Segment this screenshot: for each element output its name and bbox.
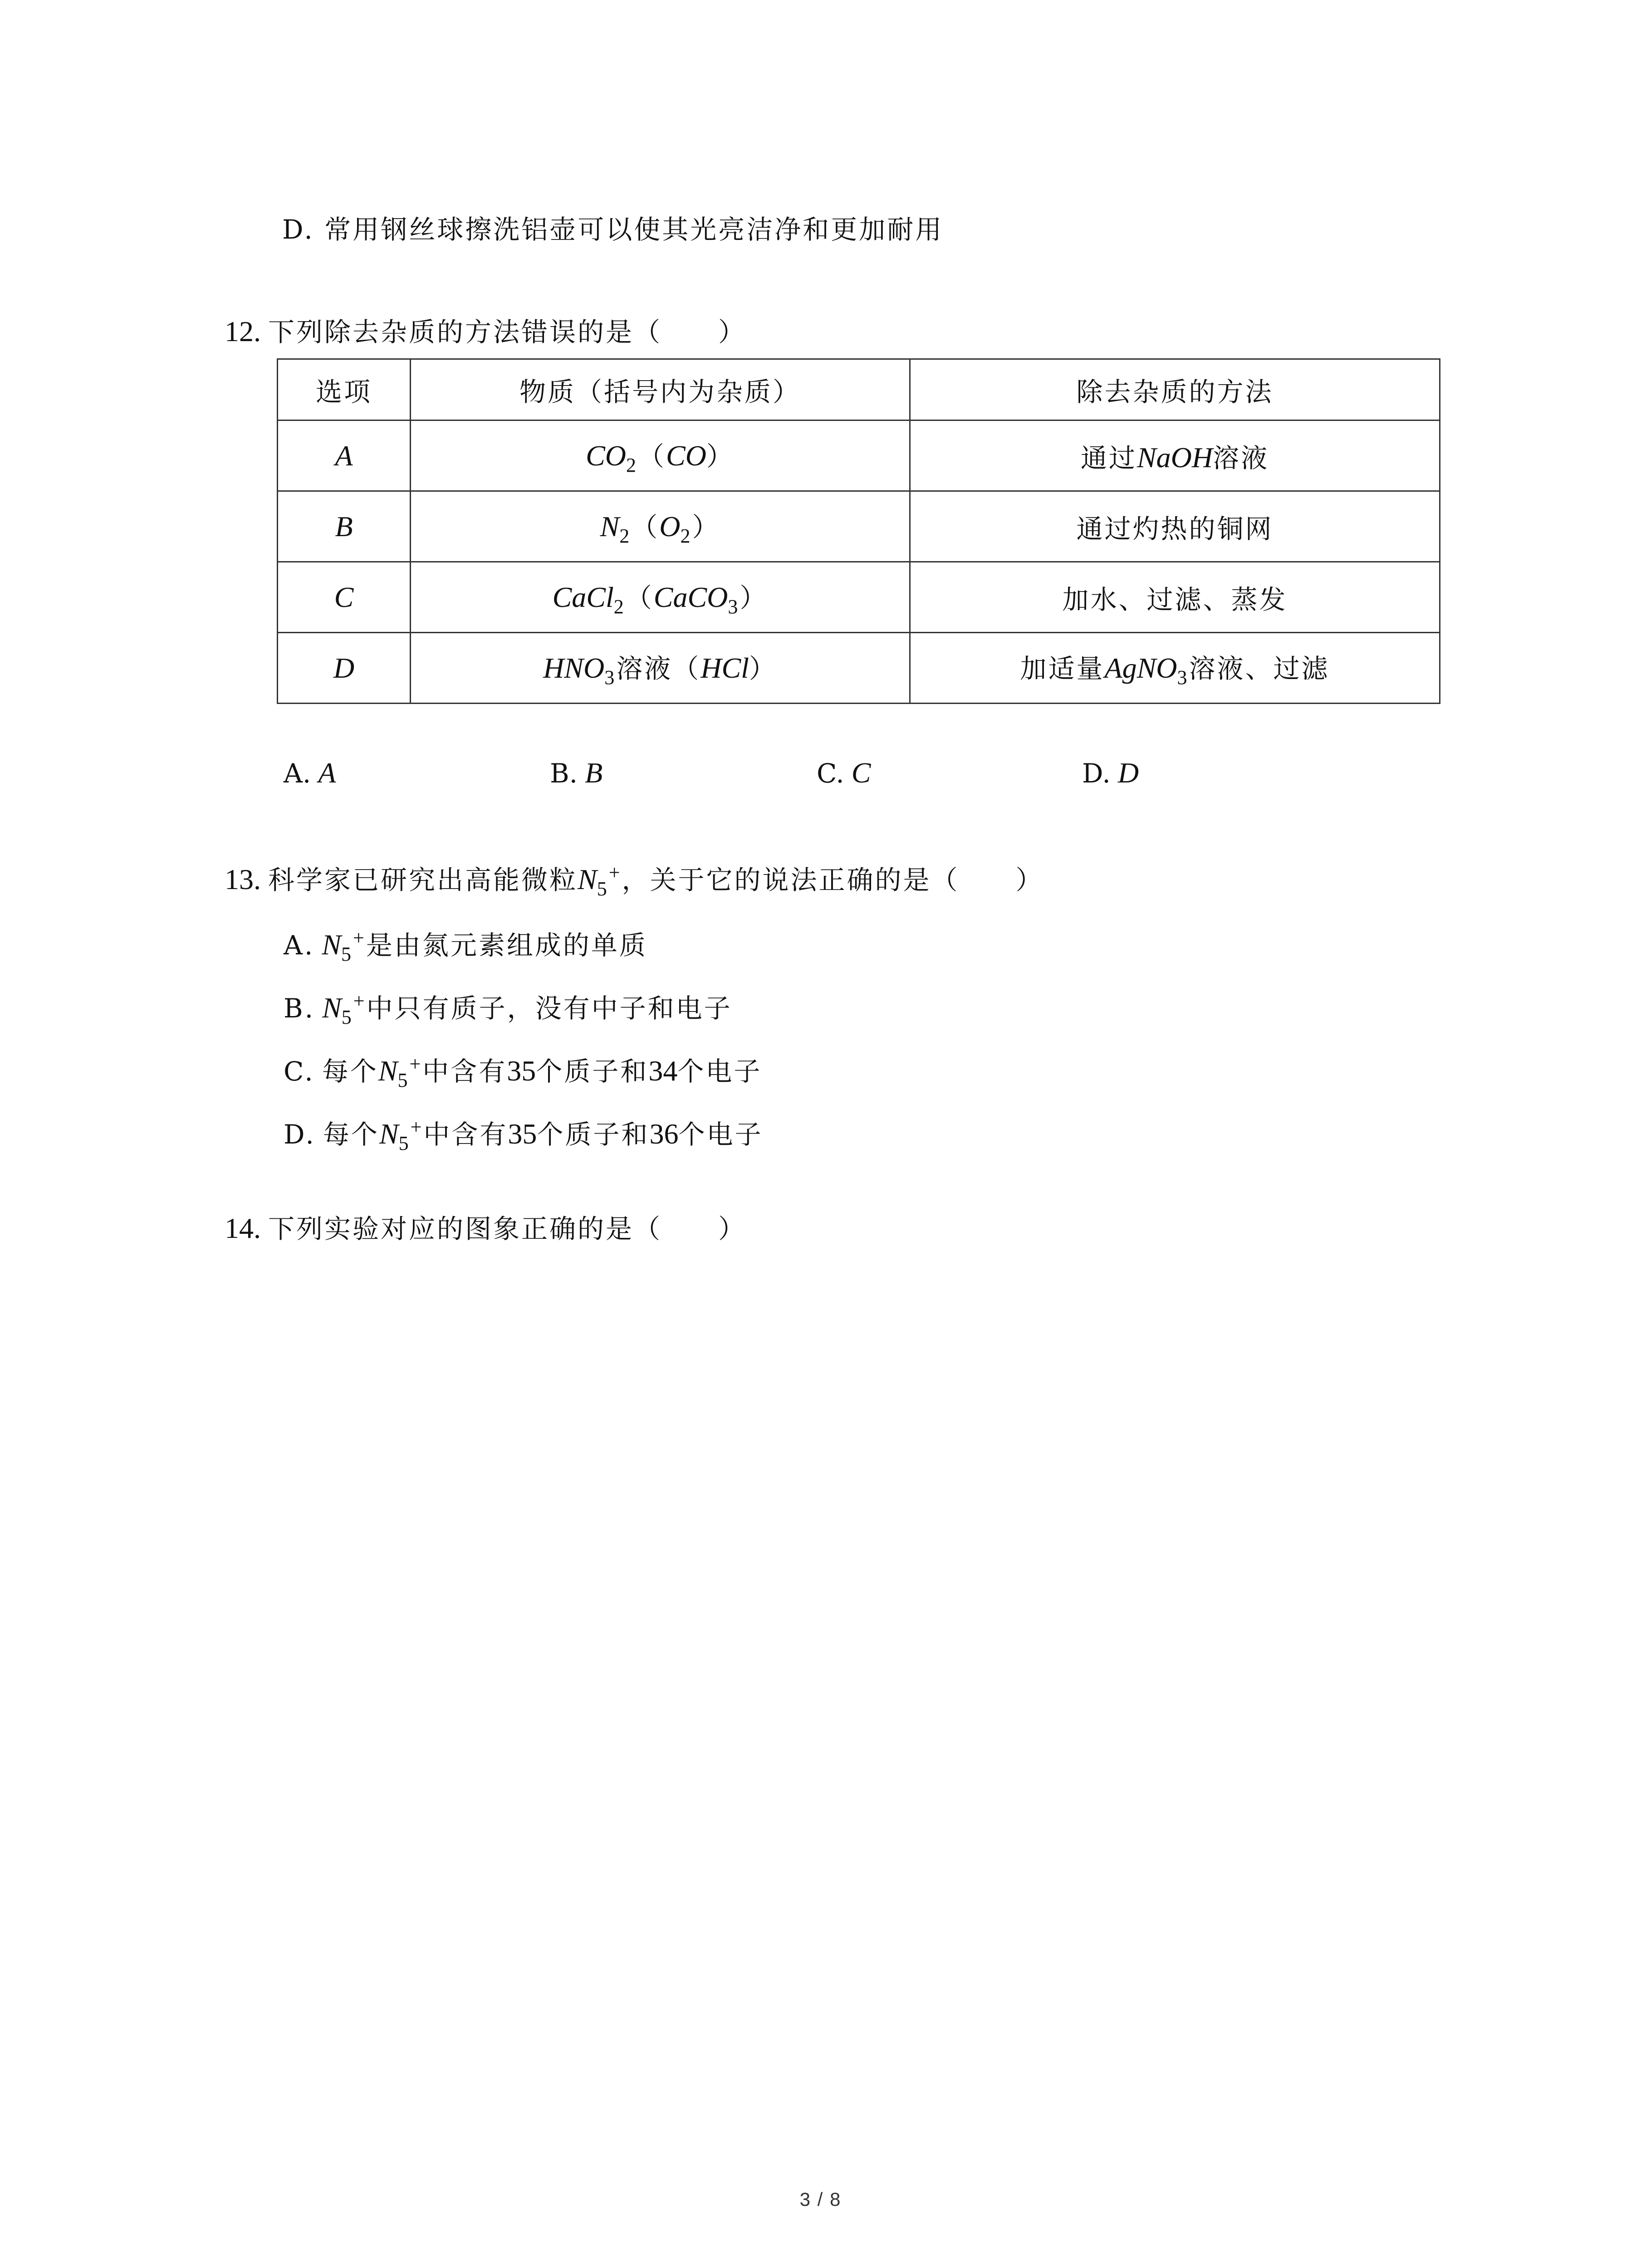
option-label: D.	[284, 1119, 316, 1150]
choice-label: D.	[1082, 758, 1111, 789]
ion-subscript: 5	[341, 943, 353, 965]
q13-stem-prefix: 科学家已研究出高能微粒	[268, 865, 578, 895]
row-option	[278, 491, 411, 562]
q13-stem-suffix: ，关于它的说法正确的是（ ）	[622, 865, 1044, 895]
table-row	[278, 491, 1440, 562]
q13-option-a[interactable]	[284, 922, 647, 971]
ion-superscript: +	[410, 1116, 424, 1138]
q13-option-c[interactable]	[284, 1048, 762, 1097]
choice-value: B	[585, 757, 603, 789]
row-substance: $CO_2(CO)$	[411, 420, 910, 491]
ion-symbol: N	[322, 992, 342, 1024]
option-text: 个质子和	[536, 1056, 649, 1087]
ion-subscript: 5	[341, 1006, 353, 1028]
option-text: 中含有	[422, 1056, 507, 1087]
table-row	[278, 562, 1440, 633]
row-option	[278, 420, 411, 491]
row-method: 加水、过滤、蒸发	[910, 562, 1440, 633]
q11-option-d	[282, 213, 943, 246]
ion-subscript: 5	[597, 878, 609, 900]
q12-stem-text: 下列除去杂质的方法错误的是（ ）	[268, 317, 747, 347]
electron-count: 36	[649, 1118, 679, 1150]
q12-table	[277, 358, 1440, 704]
ion-superscript: +	[353, 990, 367, 1012]
option-text: 中只有质子，没有中子和电子	[366, 993, 732, 1024]
row-substance: $HNO_3$溶液（HCl）	[411, 633, 910, 704]
q13-stem	[225, 856, 1044, 905]
choice-label: C.	[817, 758, 844, 789]
q13-option-b[interactable]	[284, 985, 732, 1034]
q13-number: 13.	[225, 863, 261, 895]
q12-number: 12.	[225, 315, 261, 347]
option-label: C.	[284, 1056, 315, 1087]
option-text: 个电子	[677, 1056, 762, 1087]
header-substance: 物质（括号内为杂质）	[411, 359, 910, 420]
ion-symbol: N	[378, 1055, 398, 1087]
option-label: B.	[284, 993, 315, 1024]
table-row	[278, 633, 1440, 704]
ion-symbol: N	[379, 1118, 399, 1150]
row-option-d: D	[333, 651, 355, 684]
option-text: 个质子和	[537, 1119, 650, 1150]
q12-stem	[225, 315, 746, 348]
ion-superscript: +	[353, 927, 366, 949]
choice-value: D	[1117, 757, 1139, 789]
choice-label: A.	[284, 758, 311, 789]
row-method: 加适量AgNO$_3$溶液、过滤	[910, 633, 1440, 704]
q13-option-d[interactable]	[284, 1111, 763, 1160]
row-option-a: A	[335, 439, 353, 472]
q14-number: 14.	[225, 1212, 261, 1244]
option-text: 每个	[323, 1119, 379, 1150]
q14-stem	[225, 1212, 746, 1245]
ion-superscript: +	[608, 861, 622, 884]
electron-count: 34	[648, 1055, 678, 1087]
ion-symbol: N	[322, 929, 342, 961]
row-substance: CaCl$_2$（CaCO$_3$）	[411, 562, 910, 633]
proton-count: 35	[508, 1118, 537, 1150]
q11-option-d-text: D. 常用钢丝球擦洗铝壶可以使其光亮洁净和更加耐用	[282, 214, 944, 245]
row-option-b: B	[335, 510, 353, 543]
q12-choice-b[interactable]	[550, 757, 603, 790]
header-method: 除去杂质的方法	[910, 359, 1440, 420]
ion-subscript: 5	[398, 1132, 411, 1154]
ion-subscript: 5	[397, 1069, 410, 1091]
header-option: 选项	[278, 359, 411, 420]
choice-value: C	[851, 757, 871, 789]
q12-choice-a[interactable]	[284, 757, 336, 790]
choice-value: A	[318, 757, 336, 789]
table-header-row	[278, 359, 1440, 420]
ion-superscript: +	[409, 1053, 423, 1075]
q12-choice-d[interactable]	[1082, 757, 1139, 790]
q12-choice-c[interactable]	[817, 757, 871, 790]
option-text: 每个	[322, 1056, 378, 1087]
row-method: 通过灼热的铜网	[910, 491, 1440, 562]
option-text: 个电子	[678, 1119, 763, 1150]
row-option	[278, 562, 411, 633]
row-substance: $N_2(O_2)$	[411, 491, 910, 562]
option-text: 中含有	[423, 1119, 508, 1150]
table-row	[278, 420, 1440, 491]
option-text: 是由氮元素组成的单质	[366, 930, 647, 961]
q14-stem-text: 下列实验对应的图象正确的是（ ）	[268, 1213, 747, 1244]
option-label: A.	[284, 930, 315, 961]
page-number: 3 / 8	[799, 2189, 842, 2210]
row-option-c: C	[334, 581, 354, 613]
choice-label: B.	[550, 758, 578, 789]
ion-symbol: N	[578, 863, 597, 895]
proton-count: 35	[507, 1055, 536, 1087]
row-method: 通过NaOH溶液	[910, 420, 1440, 491]
row-option	[278, 633, 411, 704]
